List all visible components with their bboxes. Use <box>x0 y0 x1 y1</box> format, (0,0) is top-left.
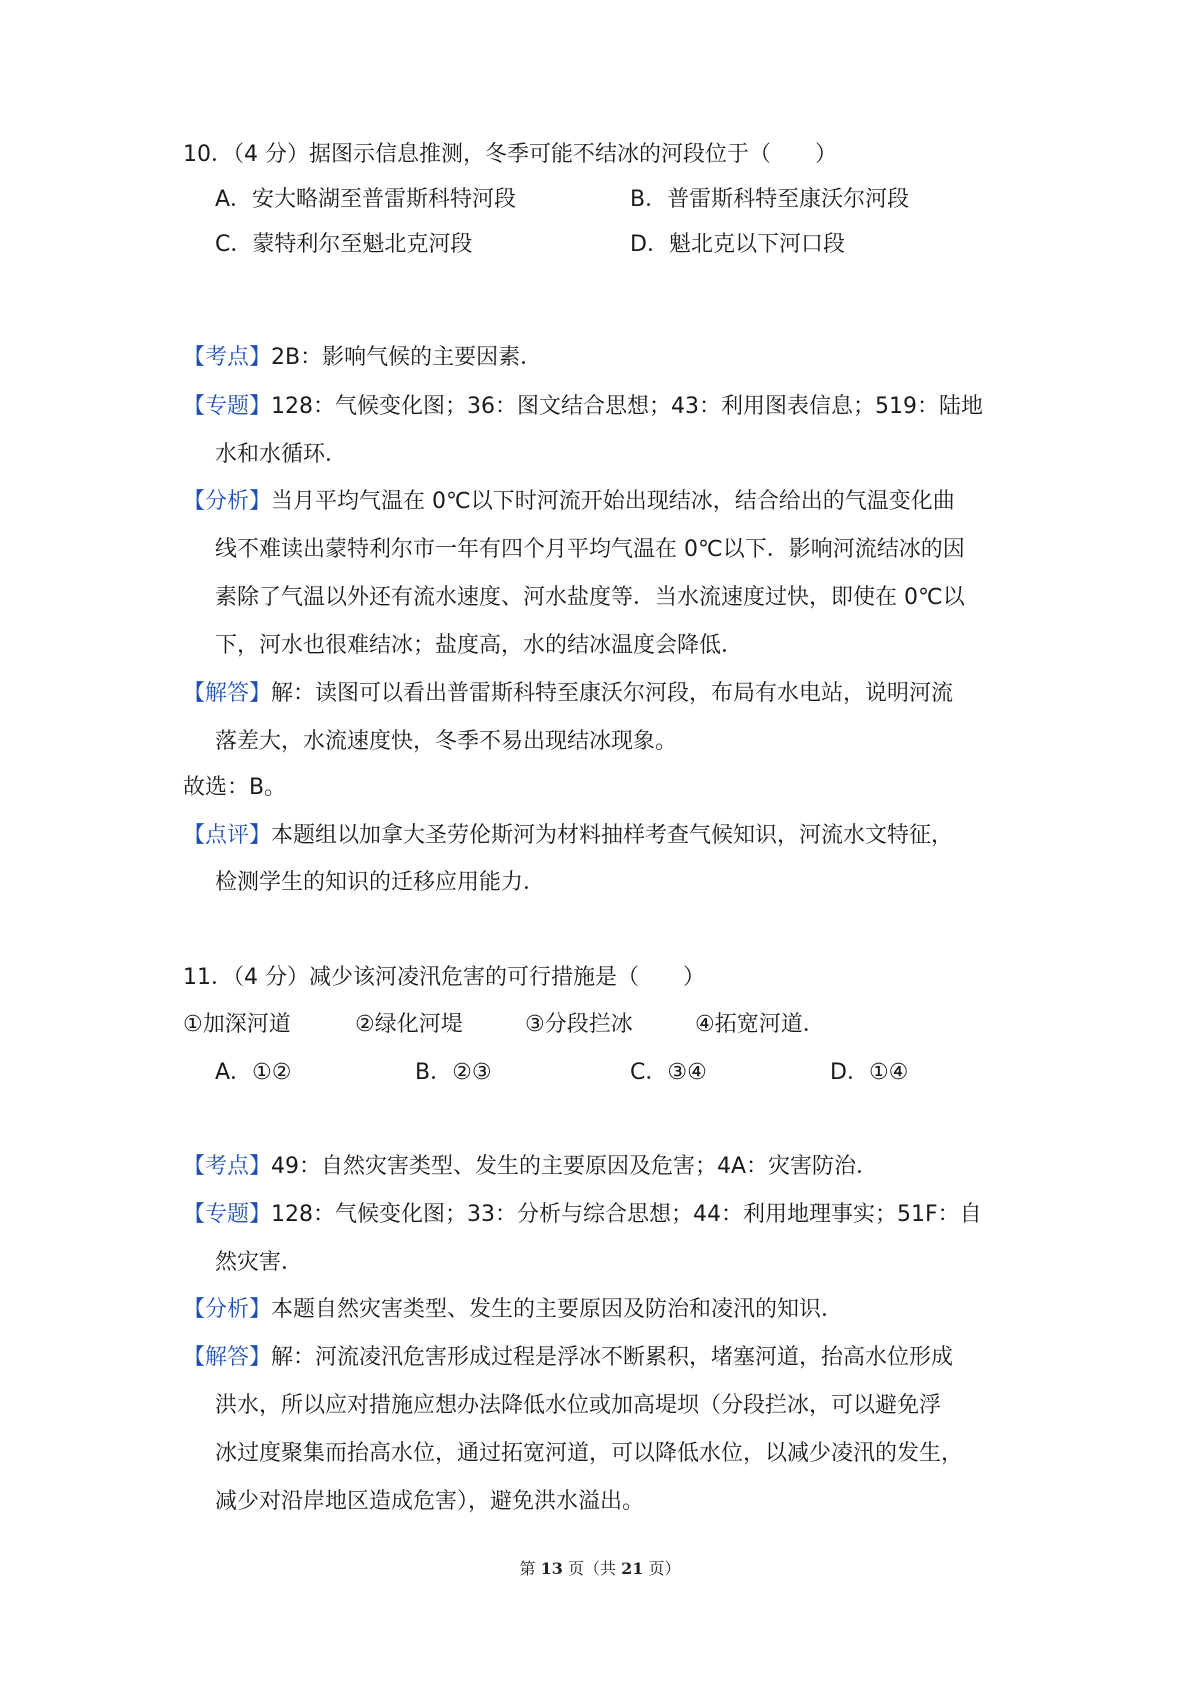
q10-dianping-line2: 检测学生的知识的迁移应用能力． <box>215 870 546 895</box>
footer-middle: 页（共 <box>567 1559 616 1578</box>
zhuanti-text-line1: 128：气候变化图；36：图文结合思想；43：利用图表信息；519：陆地 <box>271 394 983 419</box>
q10-option-c: C．蒙特利尔至魁北克河段 <box>215 232 473 257</box>
q10-option-d: D．魁北克以下河口段 <box>630 232 845 257</box>
dianping-tag: 【点评】 <box>183 823 272 848</box>
q11-zhuanti-line2: 然灾害． <box>215 1250 304 1275</box>
q10-fenxi-line3: 素除了气温以外还有流水速度、河水盐度等．当水流速度过快，即使在 0℃以 <box>215 585 965 610</box>
kaodian-tag: 【考点】 <box>183 345 272 370</box>
q10-answer: 故选：B。 <box>183 775 287 800</box>
fenxi-text-line1: 本题自然灾害类型、发生的主要原因及防治和凌汛的知识． <box>271 1297 844 1322</box>
kaodian-text: 49：自然灾害类型、发生的主要原因及危害；4A：灾害防治． <box>271 1154 879 1179</box>
q11-option-d: D．①④ <box>830 1060 909 1085</box>
q10-fenxi-line4: 下，河水也很难结冰；盐度高，水的结冰温度会降低． <box>215 633 744 658</box>
q10-dianping <box>183 821 953 851</box>
q11-option-c: C．③④ <box>630 1060 707 1085</box>
q11-jieda-line2: 洪水，所以应对措施应想办法降低水位或加高堤坝（分段拦冰，可以避免浮 <box>215 1393 942 1418</box>
q10-option-b: B．普雷斯科特至康沃尔河段 <box>630 187 910 212</box>
q11-choice-2: ②绿化河堤 <box>355 1012 463 1037</box>
q11-jieda-line4: 减少对沿岸地区造成危害），避免洪水溢出。 <box>215 1489 645 1514</box>
q11-kaodian <box>183 1152 878 1182</box>
q10-stem: 10．（4 分）据图示信息推测，冬季可能不结冰的河段位于（ ） <box>183 142 837 167</box>
q11-fenxi <box>183 1295 843 1325</box>
footer-page-number: 13 <box>540 1559 563 1578</box>
fenxi-text-line1: 当月平均气温在 0℃以下时河流开始出现结冰，结合给出的气温变化曲 <box>271 489 955 514</box>
fenxi-tag: 【分析】 <box>183 1297 272 1322</box>
footer-suffix: 页） <box>648 1559 681 1578</box>
q10-fenxi <box>183 487 955 517</box>
zhuanti-tag: 【专题】 <box>183 394 272 419</box>
kaodian-text: 2B：影响气候的主要因素． <box>271 345 543 370</box>
zhuanti-text-line1: 128：气候变化图；33：分析与综合思想；44：利用地理事实；51F：自 <box>271 1202 982 1227</box>
footer-total-pages: 21 <box>621 1559 644 1578</box>
q10-jieda <box>183 679 953 709</box>
q11-jieda <box>183 1343 953 1373</box>
q10-fenxi-line2: 线不难读出蒙特利尔市一年有四个月平均气温在 0℃以下．影响河流结冰的因 <box>215 537 965 562</box>
kaodian-tag: 【考点】 <box>183 1154 272 1179</box>
page-footer <box>0 1558 1200 1580</box>
q10-kaodian <box>183 343 542 373</box>
q11-choice-1: ①加深河道 <box>183 1012 291 1037</box>
q11-choice-3: ③分段拦冰 <box>525 1012 633 1037</box>
jieda-tag: 【解答】 <box>183 681 272 706</box>
q10-jieda-line2: 落差大，水流速度快，冬季不易出现结冰现象。 <box>215 729 678 754</box>
zhuanti-tag: 【专题】 <box>183 1202 272 1227</box>
q10-zhuanti-line2: 水和水循环． <box>215 442 348 467</box>
q11-option-a: A．①② <box>215 1060 292 1085</box>
fenxi-tag: 【分析】 <box>183 489 272 514</box>
dianping-text-line1: 本题组以加拿大圣劳伦斯河为材料抽样考查气候知识，河流水文特征， <box>271 823 954 848</box>
jieda-text-line1: 解：读图可以看出普雷斯科特至康沃尔河段，布局有水电站，说明河流 <box>271 681 954 706</box>
q11-zhuanti <box>183 1200 982 1230</box>
q11-stem: 11．（4 分）减少该河凌汛危害的可行措施是（ ） <box>183 965 705 990</box>
q11-jieda-line3: 冰过度聚集而抬高水位，通过拓宽河道，可以降低水位，以减少凌汛的发生， <box>215 1441 964 1466</box>
q10-zhuanti <box>183 392 983 422</box>
q11-option-b: B．②③ <box>415 1060 492 1085</box>
jieda-tag: 【解答】 <box>183 1345 272 1370</box>
footer-prefix: 第 <box>519 1559 536 1578</box>
jieda-text-line1: 解：河流凌汛危害形成过程是浮冰不断累积，堵塞河道，抬高水位形成 <box>271 1345 954 1370</box>
q11-choice-4: ④拓宽河道． <box>695 1012 825 1037</box>
q10-option-a: A．安大略湖至普雷斯科特河段 <box>215 187 517 212</box>
